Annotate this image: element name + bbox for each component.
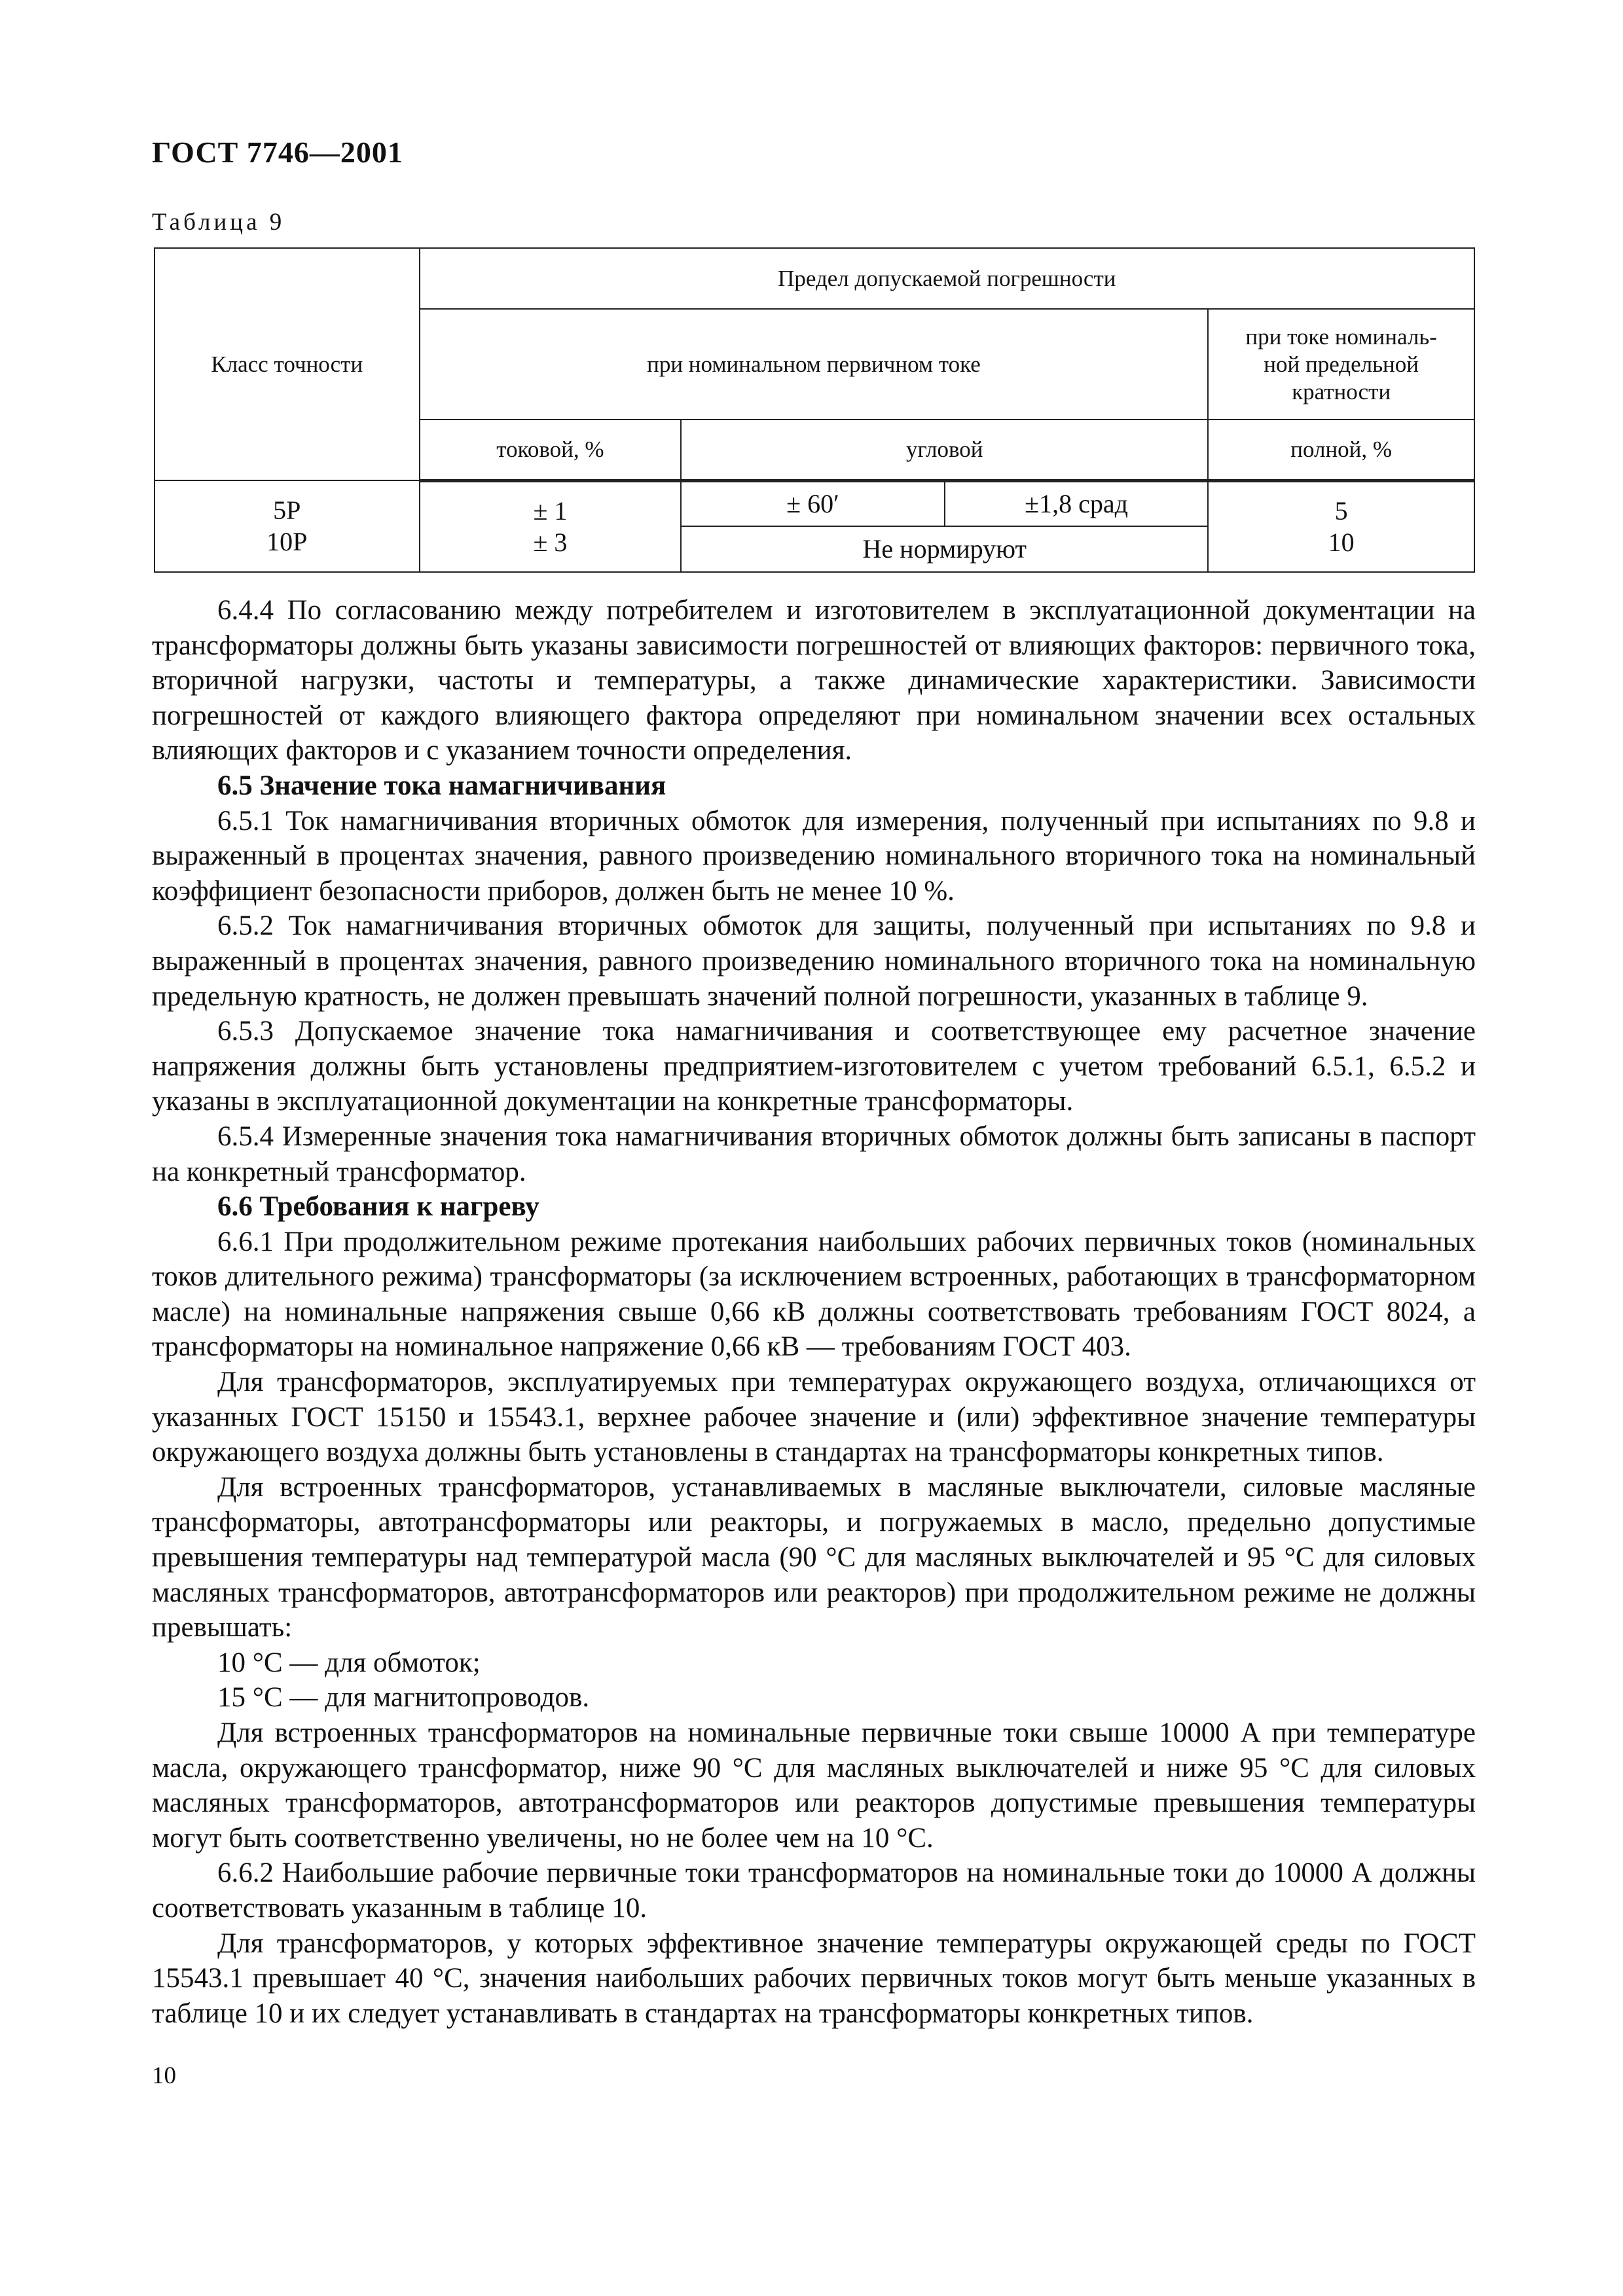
paragraph: 6.5.3 Допускаемое значение тока намагничивания и соответствующее ему расчетное значение напряжения должны быть установлены предприятием-изготовителем с учетом требований 6.5.1, 6.5.2 и указаны в эксплуатационной документации на конкретные трансформаторы. <box>152 1016 1476 1117</box>
header-nominal-primary-current: при номинальном первичном токе <box>420 309 1209 420</box>
section-heading: 6.6 Требования к нагреву <box>217 1191 539 1223</box>
document-code: ГОСТ 7746—2001 <box>152 135 403 169</box>
cell-angle-centiradians: ±1,8 срад <box>945 480 1209 526</box>
paragraph: 6.6.1 При продолжительном режиме протекания наибольших рабочих первичных токов (номинальных токов длительного режима) трансформаторы (за исключением встроенных, работающих в трансформаторном масле) на номинальные напряжения свыше 0,66 кВ должны соответствовать требованиям ГОСТ 8024, а трансформаторы на номинальное напряжение 0,66 кВ — требованиям ГОСТ 403. <box>152 1226 1476 1363</box>
table-caption: Таблица 9 <box>152 209 285 236</box>
cell-full-values: 5 10 <box>1208 480 1474 572</box>
header-limit-factor-current: при токе номиналь- ной предельной кратности <box>1208 309 1474 420</box>
cell-angle-not-normed: Не нормируют <box>681 526 1208 572</box>
cell-current-values: ± 1 ± 3 <box>420 480 682 572</box>
paragraph: Для трансформаторов, у которых эффективное значение температуры окружающей среды по ГОСТ 15543.1 превышает 40 °С, значения наибольших рабочих первичных токов могут быть меньше указанных в таблице 10 и их следует устанавливать в стандартах на трансформаторы конкретных типов. <box>152 1928 1476 2029</box>
paragraph: 10 °С — для обмоток; <box>217 1647 481 1678</box>
header-angular-error: угловой <box>681 420 1208 480</box>
paragraph: 6.6.2 Наибольшие рабочие первичные токи трансформаторов на номинальные токи до 10000 А должны соответствовать указанным в таблице 10. <box>152 1857 1476 1924</box>
paragraph: Для встроенных трансформаторов, устанавливаемых в масляные выключатели, силовые масляные трансформаторы, автотрансформаторы или реакторы, и погружаемых в масло, предельно допустимые превышения температуры над температурой масла (90 °С для масляных выключателей и 95 °С для силовых масляных трансформаторов, автотрансформаторов или реакторов) при продолжительном режиме не должны превышать: <box>152 1471 1476 1643</box>
paragraph: 15 °С — для магнитопроводов. <box>217 1682 590 1713</box>
section-heading: 6.5 Значение тока намагничивания <box>217 770 666 801</box>
header-composite-error: полной, % <box>1208 420 1474 480</box>
page-number: 10 <box>152 2062 176 2089</box>
paragraph: 6.5.2 Ток намагничивания вторичных обмоток для защиты, полученный при испытаниях по 9.8 и выраженный в процентах значения, равного произведению номинального вторичного тока на номинальную предельную кратность, не должен превышать значений полной погрешности, указанных в таблице 9. <box>152 910 1476 1012</box>
paragraph: Для трансформаторов, эксплуатируемых при температурах окружающего воздуха, отличающихся от указанных ГОСТ 15150 и 15543.1, верхнее рабочее значение и (или) эффективное значение температуры окружающего воздуха должны быть установлены в стандартах на трансформаторы конкретных типов. <box>152 1367 1476 1468</box>
body-text <box>152 593 1476 2031</box>
cell-angle-minutes: ± 60′ <box>681 480 945 526</box>
paragraph: 6.5.4 Измеренные значения тока намагничивания вторичных обмоток должны быть записаны в паспорт на конкретный трансформатор. <box>152 1121 1476 1187</box>
cell-classes: 5Р 10Р <box>155 480 420 572</box>
header-accuracy-class: Класс точности <box>155 248 420 480</box>
accuracy-table <box>154 247 1475 573</box>
paragraph: 6.5.1 Ток намагничивания вторичных обмоток для измерения, полученный при испытаниях по 9.8 и выраженный в процентах значения, равного произведению номинального вторичного тока на номинальный коэффициент безопасности приборов, должен быть не менее 10 %. <box>152 805 1476 906</box>
paragraph: 6.4.4 По согласованию между потребителем и изготовителем в эксплуатационной документации на трансформаторы должны быть указаны зависимости погрешностей от влияющих факторов: первичного тока, вторичной нагрузки, частоты и температуры, а также динамические характеристики. Зависимости погрешностей от каждого влияющего фактора определяют при номинальном значении всех остальных влияющих факторов и с указанием точности определения. <box>152 595 1476 766</box>
paragraph: Для встроенных трансформаторов на номинальные первичные токи свыше 10000 А при температуре масла, окружающего трансформатор, ниже 90 °С для масляных выключателей и ниже 95 °С для силовых масляных трансформаторов, автотрансформаторов или реакторов допустимые превышения температуры могут быть соответственно увеличены, но не более чем на 10 °С. <box>152 1717 1476 1854</box>
header-current-error: токовой, % <box>420 420 682 480</box>
header-error-limit: Предел допускаемой погрешности <box>420 248 1474 309</box>
